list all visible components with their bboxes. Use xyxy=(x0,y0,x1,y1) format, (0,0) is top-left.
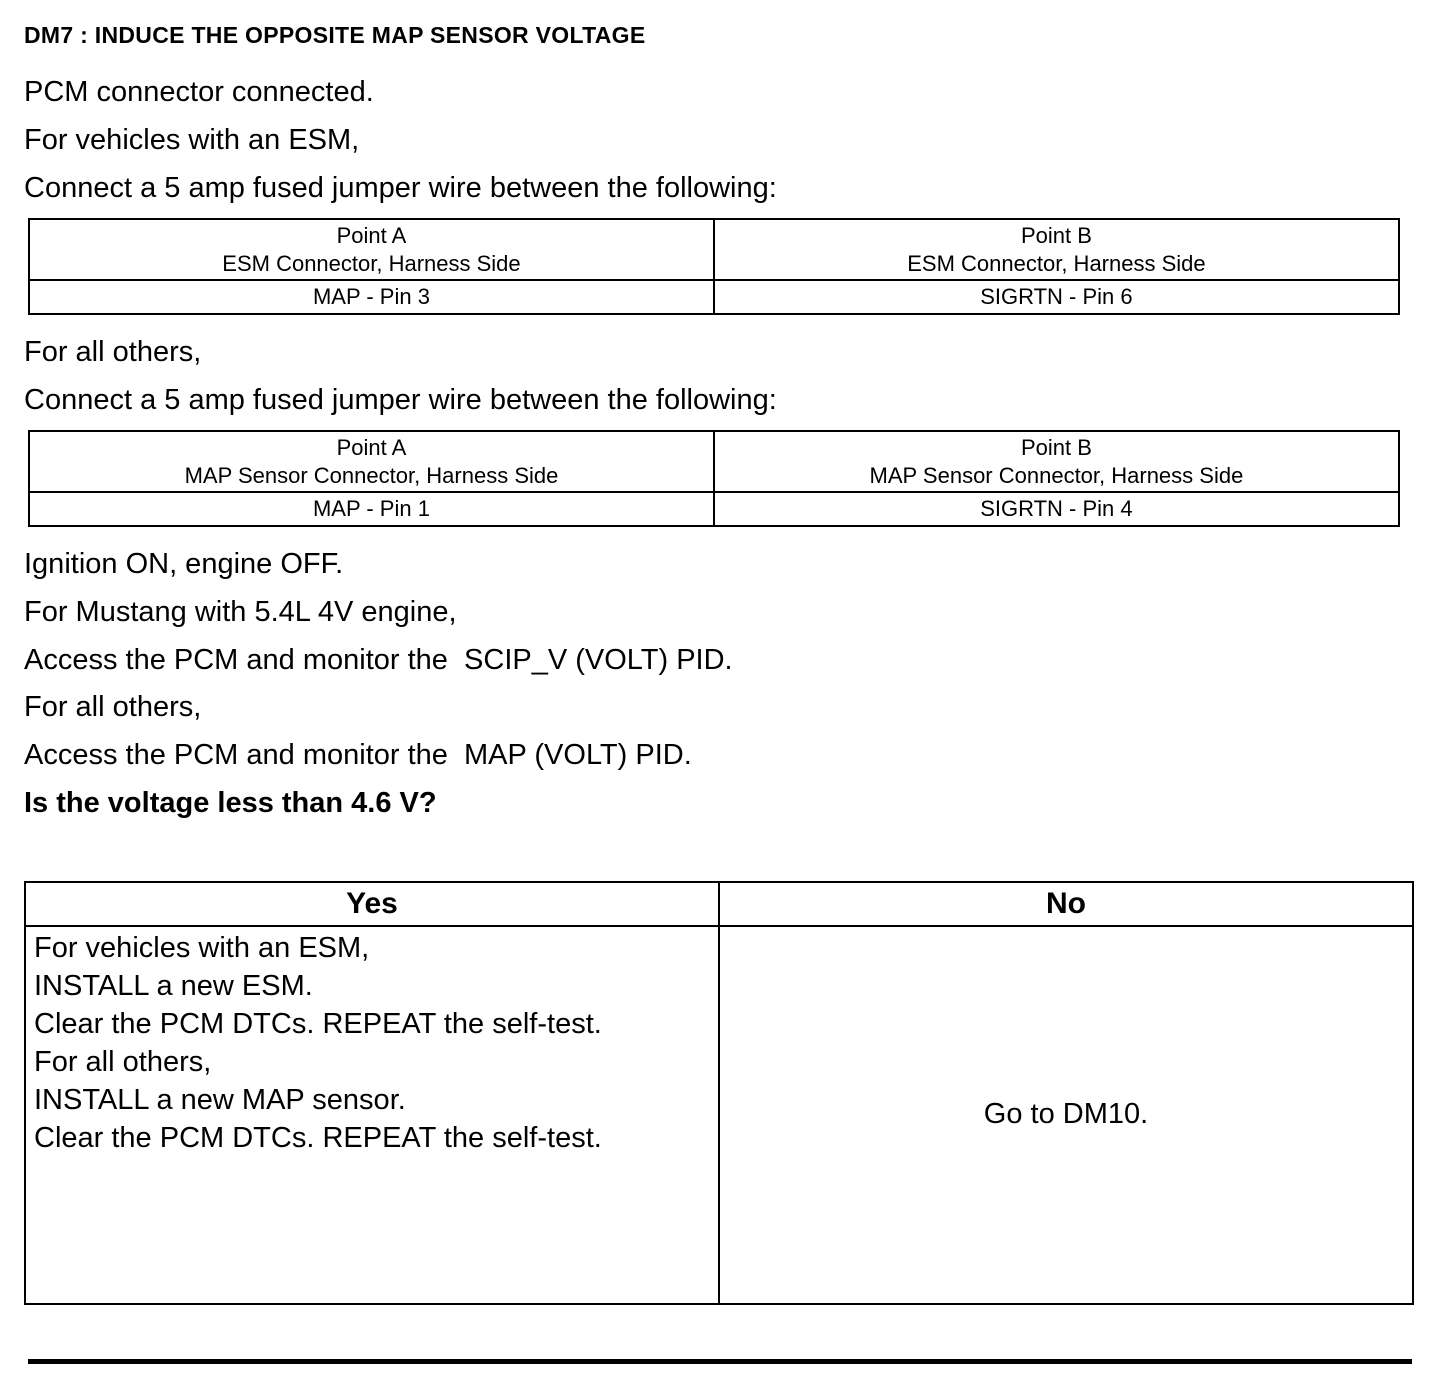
yes-instruction-line: Clear the PCM DTCs. REPEAT the self-test. xyxy=(34,1007,602,1040)
point-a-header-cell xyxy=(29,219,714,280)
paragraph-ignition-on: Ignition ON, engine OFF. xyxy=(24,547,344,580)
page-title: DM7 : INDUCE THE OPPOSITE MAP SENSOR VOLTAGE xyxy=(24,22,646,48)
paragraph-for-esm: For vehicles with an ESM, xyxy=(24,123,360,156)
answer-body-row xyxy=(25,926,1413,1304)
table-header-row xyxy=(29,431,1399,492)
paragraph-for-mustang: For Mustang with 5.4L 4V engine, xyxy=(24,595,457,628)
point-b-title: Point B xyxy=(1020,223,1092,249)
paragraph-monitor-map: Access the PCM and monitor the MAP (VOLT) PID. xyxy=(24,739,692,772)
point-b-header-cell xyxy=(714,431,1399,492)
yes-instruction-line: For vehicles with an ESM, xyxy=(34,931,370,964)
yes-instruction-line: INSTALL a new ESM. xyxy=(34,969,313,1002)
yes-cell xyxy=(25,926,719,1304)
paragraph-connect-jumper-map: Connect a 5 amp fused jumper wire between the following: xyxy=(24,383,777,416)
yes-instruction-line: INSTALL a new MAP sensor. xyxy=(34,1083,406,1116)
paragraph-monitor-scipv: Access the PCM and monitor the SCIP_V (VOLT) PID. xyxy=(24,643,733,676)
point-b-subtitle: ESM Connector, Harness Side xyxy=(907,250,1206,276)
no-cell: Go to DM10. xyxy=(719,926,1413,1304)
point-a-title: Point A xyxy=(336,435,407,461)
answer-table xyxy=(24,881,1414,1305)
answer-header-row xyxy=(25,882,1413,926)
no-header-cell: No xyxy=(719,882,1413,926)
point-a-subtitle: ESM Connector, Harness Side xyxy=(222,250,521,276)
yes-instruction-line: Clear the PCM DTCs. REPEAT the self-test. xyxy=(34,1121,602,1154)
point-b-value-cell: SIGRTN - Pin 6 xyxy=(714,280,1399,314)
map-jumper-table xyxy=(28,430,1400,527)
paragraph-pcm-connected: PCM connector connected. xyxy=(24,76,374,108)
esm-jumper-table xyxy=(28,218,1400,315)
table-header-row xyxy=(29,219,1399,280)
paragraph-connect-jumper-esm: Connect a 5 amp fused jumper wire between the following: xyxy=(24,171,777,204)
point-a-value-cell: MAP - Pin 1 xyxy=(29,492,714,526)
question-text: Is the voltage less than 4.6 V? xyxy=(24,786,437,819)
paragraph-for-all-others-2: For all others, xyxy=(24,691,202,724)
paragraph-for-all-others-1: For all others, xyxy=(24,335,202,368)
point-a-header-cell xyxy=(29,431,714,492)
point-a-title: Point A xyxy=(336,223,407,249)
point-a-value-cell: MAP - Pin 3 xyxy=(29,280,714,314)
yes-instruction-line: For all others, xyxy=(34,1045,212,1078)
point-b-header-cell xyxy=(714,219,1399,280)
point-b-title: Point B xyxy=(1020,435,1092,461)
point-b-value-cell: SIGRTN - Pin 4 xyxy=(714,492,1399,526)
table-value-row xyxy=(29,280,1399,314)
bottom-divider xyxy=(28,1359,1412,1364)
point-b-subtitle: MAP Sensor Connector, Harness Side xyxy=(869,462,1244,488)
table-value-row xyxy=(29,492,1399,526)
point-a-subtitle: MAP Sensor Connector, Harness Side xyxy=(184,462,559,488)
yes-header-cell: Yes xyxy=(25,882,719,926)
